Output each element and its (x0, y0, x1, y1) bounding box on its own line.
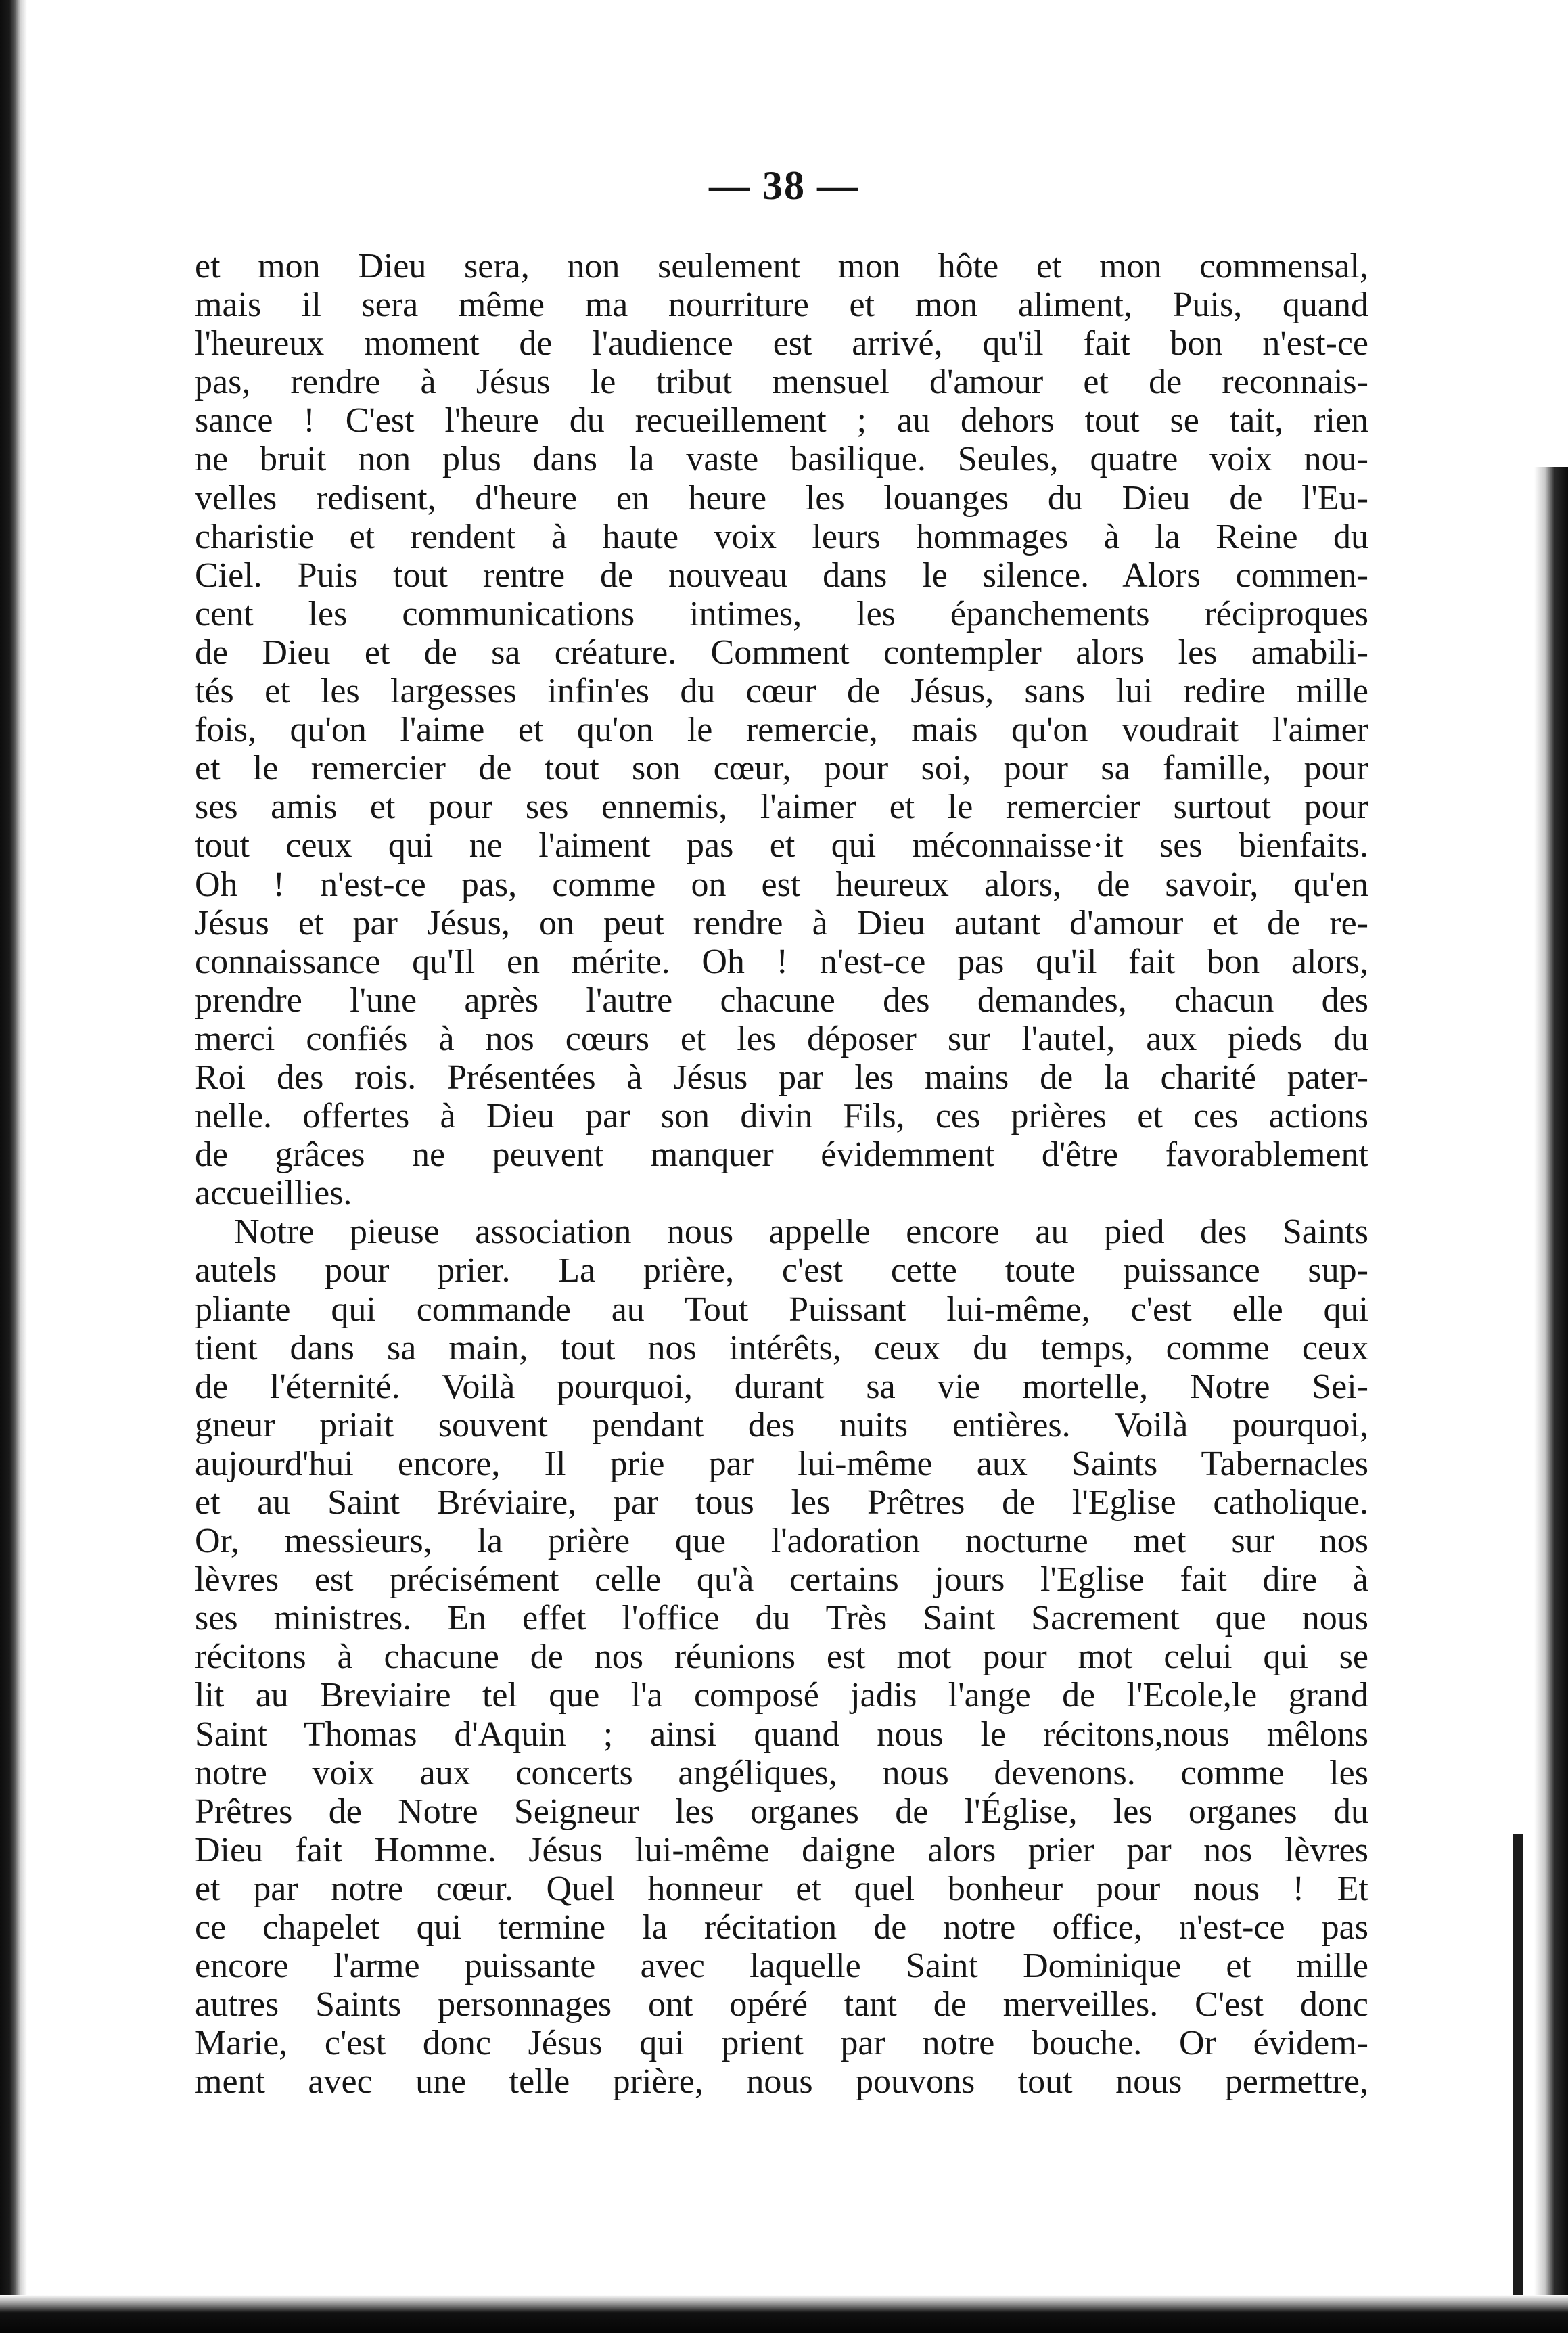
text-line: et mon Dieu sera, non seulement mon hôte et mon commensal, (195, 247, 1368, 286)
text-line: Or, messieurs, la prière que l'adoration nocturne met sur nos (195, 1522, 1368, 1561)
scan-right-edge (1534, 467, 1568, 2333)
text-line: velles redisent, d'heure en heure les louanges du Dieu de l'Eu- (195, 478, 1368, 518)
text-line: mais il sera même ma nourriture et mon aliment, Puis, quand (195, 286, 1368, 325)
text-line: Ciel. Puis tout rentre de nouveau dans le silence. Alors commen- (195, 556, 1368, 595)
body-text (195, 247, 1368, 2102)
text-line: tient dans sa main, tout nos intérêts, ceux du temps, comme ceux (195, 1328, 1368, 1367)
text-line: ce chapelet qui termine la récitation de notre office, n'est-ce pas (195, 1908, 1368, 1947)
text-line: récitons à chacune de nos réunions est mot pour mot celui qui se (195, 1637, 1368, 1677)
text-line: et au Saint Bréviaire, par tous les Prêtres de l'Eglise catholique. (195, 1483, 1368, 1522)
text-line: autres Saints personnages ont opéré tant de merveilles. C'est donc (195, 1985, 1368, 2024)
text-line: Notre pieuse association nous appelle encore au pied des Saints (234, 1213, 1368, 1252)
text-line: ne bruit non plus dans la vaste basilique. Seules, quatre voix nou- (195, 440, 1368, 479)
text-line: sance ! C'est l'heure du recueillement ; au dehors tout se tait, rien (195, 401, 1368, 440)
text-line: Prêtres de Notre Seigneur les organes de l'Église, les organes du (195, 1792, 1368, 1831)
text-line: merci confiés à nos cœurs et les déposer sur l'autel, aux pieds du (195, 1019, 1368, 1058)
text-line: Dieu fait Homme. Jésus lui-même daigne alors prier par nos lèvres (195, 1830, 1368, 1870)
text-line: accueillies. (195, 1174, 352, 1213)
text-line: et par notre cœur. Quel honneur et quel bonheur pour nous ! Et (195, 1869, 1368, 1908)
scan-bottom-edge (0, 2295, 1568, 2333)
text-line: connaissance qu'Il en mérite. Oh ! n'est-ce pas qu'il fait bon alors, (195, 942, 1368, 981)
text-line: et le remercier de tout son cœur, pour soi, pour sa famille, pour (195, 749, 1368, 788)
scan-right-bar (1513, 1834, 1523, 2301)
text-line: autels pour prier. La prière, c'est cette toute puissance sup- (195, 1251, 1368, 1290)
text-line: charistie et rendent à haute voix leurs hommages à la Reine du (195, 517, 1368, 556)
text-line: ses amis et pour ses ennemis, l'aimer et le remercier surtout pour (195, 788, 1368, 827)
text-line: l'heureux moment de l'audience est arrivé, qu'il fait bon n'est-ce (195, 324, 1368, 363)
text-line: ment avec une telle prière, nous pouvons tout nous permettre, (195, 2062, 1368, 2102)
text-line: fois, qu'on l'aime et qu'on le remercie, mais qu'on voudrait l'aimer (195, 710, 1368, 750)
text-line: de l'éternité. Voilà pourquoi, durant sa vie mortelle, Notre Sei- (195, 1367, 1368, 1406)
text-line: Roi des rois. Présentées à Jésus par les mains de la charité pater- (195, 1058, 1368, 1097)
text-line: de Dieu et de sa créature. Comment contempler alors les amabili- (195, 633, 1368, 672)
text-line: Saint Thomas d'Aquin ; ainsi quand nous le récitons,nous mêlons (195, 1715, 1368, 1754)
text-line: notre voix aux concerts angéliques, nous devenons. comme les (195, 1753, 1368, 1792)
text-line: cent les communications intimes, les épanchements réciproques (195, 594, 1368, 633)
text-line: Marie, c'est donc Jésus qui prient par notre bouche. Or évidem- (195, 2024, 1368, 2063)
text-line: pas, rendre à Jésus le tribut mensuel d'amour et de reconnais- (195, 363, 1368, 402)
text-line: lit au Breviaire tel que l'a composé jadis l'ange de l'Ecole,le grand (195, 1676, 1368, 1715)
text-line: aujourd'hui encore, Il prie par lui-même aux Saints Tabernacles (195, 1444, 1368, 1483)
text-line: de grâces ne peuvent manquer évidemment d'être favorablement (195, 1135, 1368, 1175)
text-line: ses ministres. En effet l'office du Très Saint Sacrement que nous (195, 1599, 1368, 1638)
text-line: nelle. offertes à Dieu par son divin Fils, ces prières et ces actions (195, 1097, 1368, 1136)
page-number: — 38 — (709, 163, 859, 208)
text-line: tés et les largesses infin'es du cœur de Jésus, sans lui redire mille (195, 672, 1368, 711)
text-line: Jésus et par Jésus, on peut rendre à Dieu autant d'amour et de re- (195, 903, 1368, 943)
text-line: encore l'arme puissante avec laquelle Saint Dominique et mille (195, 1947, 1368, 1986)
text-line: Oh ! n'est-ce pas, comme on est heureux alors, de savoir, qu'en (195, 865, 1368, 904)
scan-left-edge (0, 0, 27, 2333)
text-line: tout ceux qui ne l'aiment pas et qui méconnaisse·it ses bienfaits. (195, 826, 1368, 865)
text-line: gneur priait souvent pendant des nuits entières. Voilà pourquoi, (195, 1405, 1368, 1445)
text-line: pliante qui commande au Tout Puissant lui-même, c'est elle qui (195, 1290, 1368, 1329)
text-line: prendre l'une après l'autre chacune des demandes, chacun des (195, 980, 1368, 1020)
text-line: lèvres est précisément celle qu'à certains jours l'Eglise fait dire à (195, 1560, 1368, 1600)
